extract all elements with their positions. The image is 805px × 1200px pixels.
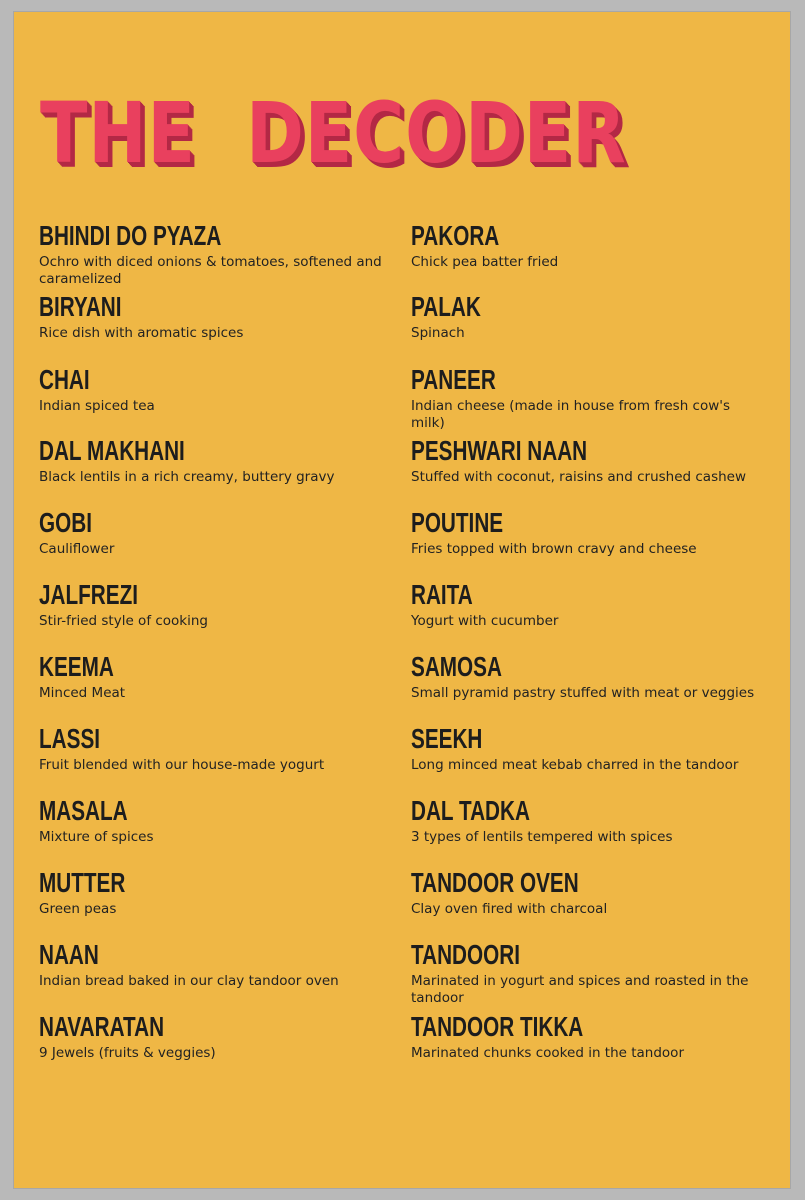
item-name: MASALA	[39, 795, 128, 826]
item-name: CHAI	[39, 364, 90, 395]
menu-item	[39, 869, 384, 918]
item-description: Fruit blended with our house-made yogurt	[39, 757, 325, 773]
menu-item	[39, 581, 384, 630]
item-name: BHINDI DO PYAZA	[39, 220, 222, 251]
menu-item	[39, 653, 384, 702]
item-name: DAL TADKA	[411, 795, 530, 826]
item-description: 3 types of lentils tempered with spices	[411, 829, 673, 845]
item-name: DAL MAKHANI	[39, 435, 185, 466]
item-name: GOBI	[39, 507, 92, 538]
menu-item	[411, 653, 756, 702]
item-name: PESHWARI NAAN	[411, 435, 588, 466]
item-description: Ochro with diced onions & tomatoes, softened and caramelized	[39, 254, 382, 287]
item-name: RAITA	[411, 579, 473, 610]
item-description: Spinach	[411, 325, 465, 341]
item-name: NAVARATAN	[39, 1011, 165, 1042]
item-name: TANDOOR TIKKA	[411, 1011, 584, 1042]
menu-item	[411, 222, 756, 271]
item-description: Black lentils in a rich creamy, buttery gravy	[39, 469, 335, 485]
item-name: SAMOSA	[411, 651, 502, 682]
item-name: PAKORA	[411, 220, 500, 251]
menu-item	[39, 293, 384, 342]
menu-item	[39, 509, 384, 558]
menu-item	[411, 869, 756, 918]
menu-item	[411, 293, 756, 342]
menu-item	[411, 941, 756, 1007]
item-description: 9 Jewels (fruits & veggies)	[39, 1045, 216, 1061]
menu-item	[411, 509, 756, 558]
menu-item	[39, 797, 384, 846]
item-description: Indian bread baked in our clay tandoor oven	[39, 973, 339, 989]
item-description: Yogurt with cucumber	[411, 613, 559, 629]
item-description: Long minced meat kebab charred in the tandoor	[411, 757, 739, 773]
menu-item	[411, 1013, 756, 1062]
item-description: Mixture of spices	[39, 829, 154, 845]
item-name: BIRYANI	[39, 291, 122, 322]
menu-page	[14, 12, 790, 1188]
item-description: Indian cheese (made in house from fresh cow's milk)	[411, 398, 731, 431]
item-name: JALFREZI	[39, 579, 138, 610]
item-description: Fries topped with brown cravy and cheese	[411, 541, 697, 557]
item-name: MUTTER	[39, 867, 126, 898]
item-description: Indian spiced tea	[39, 398, 155, 414]
item-description: Clay oven fired with charcoal	[411, 901, 608, 917]
menu-item	[411, 437, 756, 486]
menu-item	[411, 581, 756, 630]
item-name: KEEMA	[39, 651, 114, 682]
item-description: Minced Meat	[39, 685, 126, 701]
item-description: Small pyramid pastry stuffed with meat or veggies	[411, 685, 755, 701]
menu-item	[411, 366, 756, 432]
item-name: SEEKH	[411, 723, 483, 754]
item-description: Marinated chunks cooked in the tandoor	[411, 1045, 684, 1061]
item-description: Green peas	[39, 901, 117, 917]
item-description: Stuffed with coconut, raisins and crushed cashew	[411, 469, 747, 485]
item-name: LASSI	[39, 723, 101, 754]
item-name: TANDOOR OVEN	[411, 867, 579, 898]
item-name: PALAK	[411, 291, 481, 322]
item-name: POUTINE	[411, 507, 504, 538]
menu-item	[39, 1013, 384, 1062]
menu-item	[39, 941, 384, 990]
menu-item	[411, 725, 756, 774]
item-name: NAAN	[39, 939, 99, 970]
menu-item	[39, 222, 384, 288]
item-description: Chick pea batter fried	[411, 254, 559, 270]
menu-item	[411, 797, 756, 846]
menu-item	[39, 725, 384, 774]
item-name: TANDOORI	[411, 939, 520, 970]
item-description: Stir-fried style of cooking	[39, 613, 208, 629]
item-description: Cauliflower	[39, 541, 115, 557]
menu-item	[39, 437, 384, 486]
item-description: Rice dish with aromatic spices	[39, 325, 244, 341]
menu-item	[39, 366, 384, 415]
page-title: THE DECODER	[40, 84, 627, 182]
item-name: PANEER	[411, 364, 496, 395]
item-description: Marinated in yogurt and spices and roasted in the tandoor	[411, 973, 749, 1006]
